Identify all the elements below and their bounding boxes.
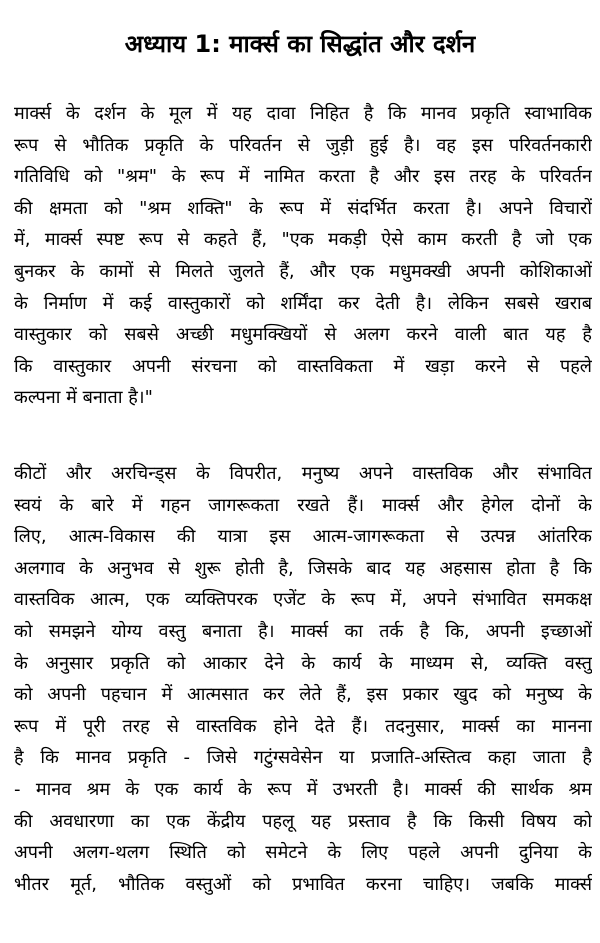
paragraph-1 — [14, 98, 592, 414]
text-line: स्वयं के बारे में गहन जागरूकता रखते हैं। मार्क्स और हेगेल दोनों के — [14, 494, 592, 516]
text-line: कीटों और अरचिन्ड्स के विपरीत, मनुष्य अपने वास्तविक और संभावित — [14, 463, 592, 484]
text-line: अपनी अलग-थलग स्थिति को समेटने के लिए पहले अपनी दुनिया के — [14, 842, 592, 864]
text-line: अलगाव के अनुभव से शुरू होती है, जिसके बाद यह अहसास होता है कि — [14, 557, 592, 579]
text-line: लिए, आत्म-विकास की यात्रा इस आत्म-जागरूकता से उत्पन्न आंतरिक — [14, 526, 592, 548]
text-line: गतिविधि को "श्रम" के रूप में नामित करता है और इस तरह के परिवर्तन — [14, 166, 592, 188]
text-line: मार्क्स के दर्शन के मूल में यह दावा निहित है कि मानव प्रकृति स्वाभाविक — [14, 103, 592, 124]
text-line: के अनुसार प्रकृति को आकार देने के कार्य के माध्यम से, व्यक्ति वस्तु — [14, 652, 592, 674]
text-line: वास्तविक आत्म, एक व्यक्तिपरक एजेंट के रूप में, अपने संभावित समकक्ष — [14, 589, 592, 611]
chapter-title: अध्याय 1: मार्क्स का सिद्धांत और दर्शन — [124, 30, 476, 58]
text-line: रूप में पूरी तरह से वास्तविक होने देते हैं। तदनुसार, मार्क्स का मानना — [14, 715, 592, 737]
text-line: - मानव श्रम के एक कार्य के रूप में उभरती है। मार्क्स की सार्थक श्रम — [14, 778, 592, 800]
text-line: कल्पना में बनाता है।" — [14, 387, 153, 409]
text-line: के निर्माण में कई वास्तुकारों को शर्मिंदा कर देती है। लेकिन सबसे खराब — [14, 292, 592, 314]
text-line: को अपनी पहचान में आत्मसात कर लेते हैं, इस प्रकार खुद को मनुष्य के — [14, 684, 592, 706]
text-line: की क्षमता को "श्रम शक्ति" के रूप में संदर्भित करता है। अपने विचारों — [14, 197, 592, 219]
text-line: बुनकर के कामों से मिलते जुलते हैं, और एक मधुमक्खी अपनी कोशिकाओं — [14, 260, 592, 282]
text-line: है कि मानव प्रकृति - जिसे गटुंग्सवेसेन या प्रजाति-अस्तित्व कहा जाता है — [14, 747, 592, 769]
text-line: की अवधारणा का एक केंद्रीय पहलू यह प्रस्ताव है कि किसी विषय को — [14, 810, 592, 832]
text-line: कि वास्तुकार अपनी संरचना को वास्तविकता में खड़ा करने से पहले — [14, 355, 592, 377]
text-line: वास्तुकार को सबसे अच्छी मधुमक्खियों से अलग करने वाली बात यह है — [14, 324, 592, 346]
text-line: में, मार्क्स स्पष्ट रूप से कहते हैं, "एक मकड़ी ऐसे काम करती है जो एक — [14, 229, 592, 251]
text-line: रूप से भौतिक प्रकृति के परिवर्तन से जुड़ी हुई है। वह इस परिवर्तनकारी — [14, 134, 592, 156]
text-line: भीतर मूर्त, भौतिक वस्तुओं को प्रभावित करना चाहिए। जबकि मार्क्स — [14, 873, 592, 895]
paragraph-2 — [14, 458, 592, 900]
text-line: को समझने योग्य वस्तु बनाता है। मार्क्स का तर्क है कि, अपनी इच्छाओं — [14, 620, 592, 642]
